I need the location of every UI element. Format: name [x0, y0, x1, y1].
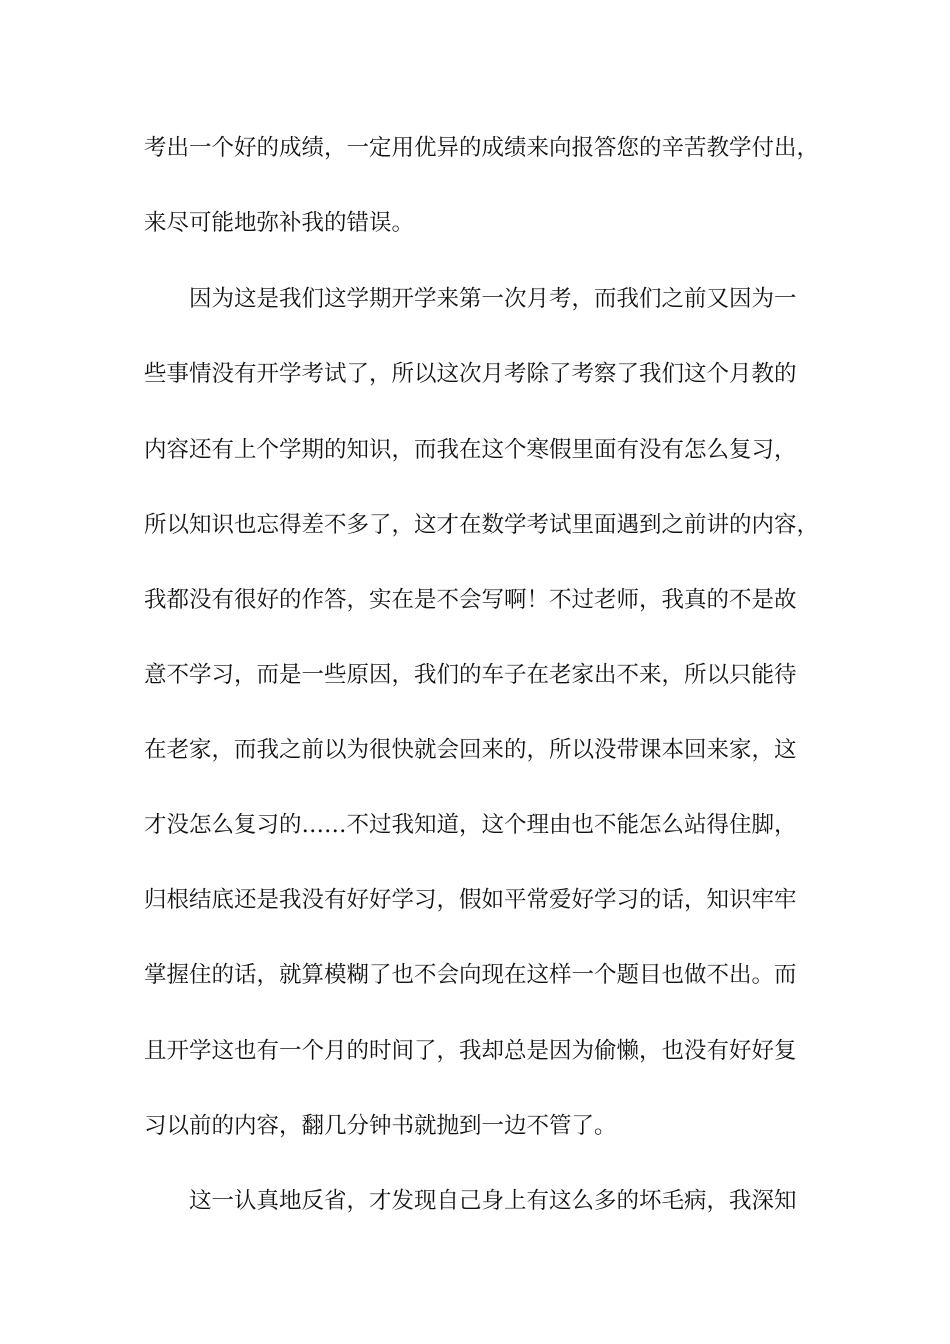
text-line: 才没怎么复习的……不过我知道，这个理由也不能怎么站得住脚，: [144, 812, 797, 838]
text-line: 内容还有上个学期的知识，而我在这个寒假里面有没有怎么复习，: [144, 437, 797, 463]
text-line: 所以知识也忘得差不多了，这才在数学考试里面遇到之前讲的内容，: [144, 512, 820, 538]
text-line: 来尽可能地弥补我的错误。: [144, 210, 415, 236]
text-line: 意不学习，而是一些原因，我们的车子在老家出不来，所以只能待: [144, 662, 797, 688]
text-line: 些事情没有开学考试了，所以这次月考除了考察了我们这个月教的: [144, 361, 797, 387]
text-line: 考出一个好的成绩，一定用优异的成绩来向报答您的辛苦教学付出，: [144, 135, 820, 161]
text-line: 我都没有很好的作答，实在是不会写啊！不过老师，我真的不是故: [144, 587, 797, 613]
text-line: 这一认真地反省，才发现自己身上有这么多的坏毛病，我深知: [189, 1188, 797, 1214]
text-line: 归根结底还是我没有好好学习，假如平常爱好学习的话，知识牢牢: [144, 887, 797, 913]
text-line: 因为这是我们这学期开学来第一次月考，而我们之前又因为一: [189, 286, 797, 312]
text-line: 掌握住的话，就算模糊了也不会向现在这样一个题目也做不出。而: [144, 962, 797, 988]
text-line: 在老家，而我之前以为很快就会回来的，所以没带课本回来家，这: [144, 737, 797, 763]
text-line: 且开学这也有一个月的时间了，我却总是因为偷懒，也没有好好复: [144, 1038, 797, 1064]
text-line: 习以前的内容，翻几分钟书就抛到一边不管了。: [144, 1113, 617, 1139]
